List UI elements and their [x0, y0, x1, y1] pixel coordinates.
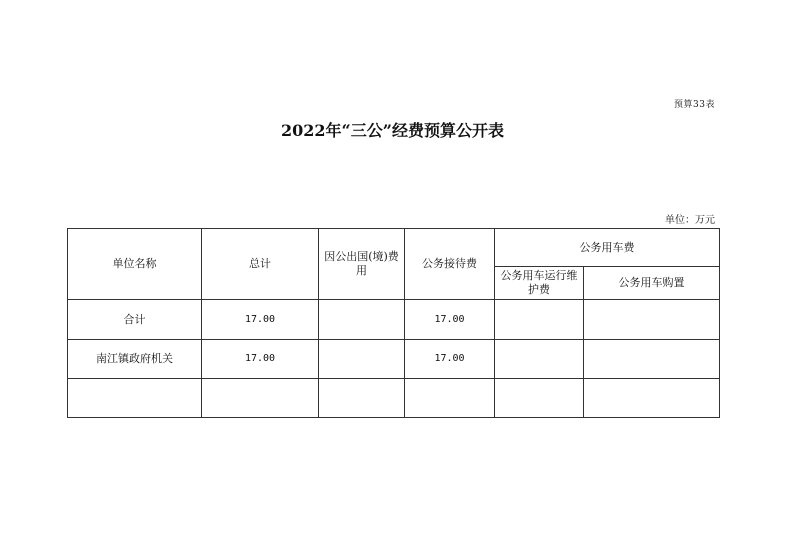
cell-reception [405, 379, 495, 418]
cell-vehicle-purchase [584, 340, 720, 379]
header-vehicle-group: 公务用车费 [495, 229, 720, 267]
table-row [68, 379, 720, 418]
table-number-label: 预算33表 [674, 100, 715, 110]
cell-abroad [319, 379, 405, 418]
header-reception: 公务接待费 [405, 229, 495, 300]
cell-unit-name: 南江镇政府机关 [68, 340, 202, 379]
header-row [68, 229, 720, 267]
header-abroad: 因公出国(境)费用 [319, 229, 405, 300]
page-title: 2022年“三公”经费预算公开表 [281, 121, 504, 140]
cell-vehicle-operation [495, 300, 584, 340]
cell-unit-name [68, 379, 202, 418]
cell-total [202, 379, 319, 418]
budget-table [67, 228, 720, 418]
cell-abroad [319, 340, 405, 379]
cell-unit-name: 合计 [68, 300, 202, 340]
cell-abroad [319, 300, 405, 340]
cell-reception: 17.00 [405, 340, 495, 379]
header-vehicle-purchase: 公务用车购置 [584, 267, 720, 300]
cell-reception: 17.00 [405, 300, 495, 340]
table-row [68, 300, 720, 340]
cell-vehicle-operation [495, 340, 584, 379]
cell-vehicle-purchase [584, 379, 720, 418]
cell-total: 17.00 [202, 340, 319, 379]
cell-vehicle-operation [495, 379, 584, 418]
unit-label: 单位：万元 [665, 215, 715, 226]
header-vehicle-operation: 公务用车运行维护费 [495, 267, 584, 300]
table-row [68, 340, 720, 379]
header-unit-name: 单位名称 [68, 229, 202, 300]
cell-vehicle-purchase [584, 300, 720, 340]
cell-total: 17.00 [202, 300, 319, 340]
header-total: 总计 [202, 229, 319, 300]
